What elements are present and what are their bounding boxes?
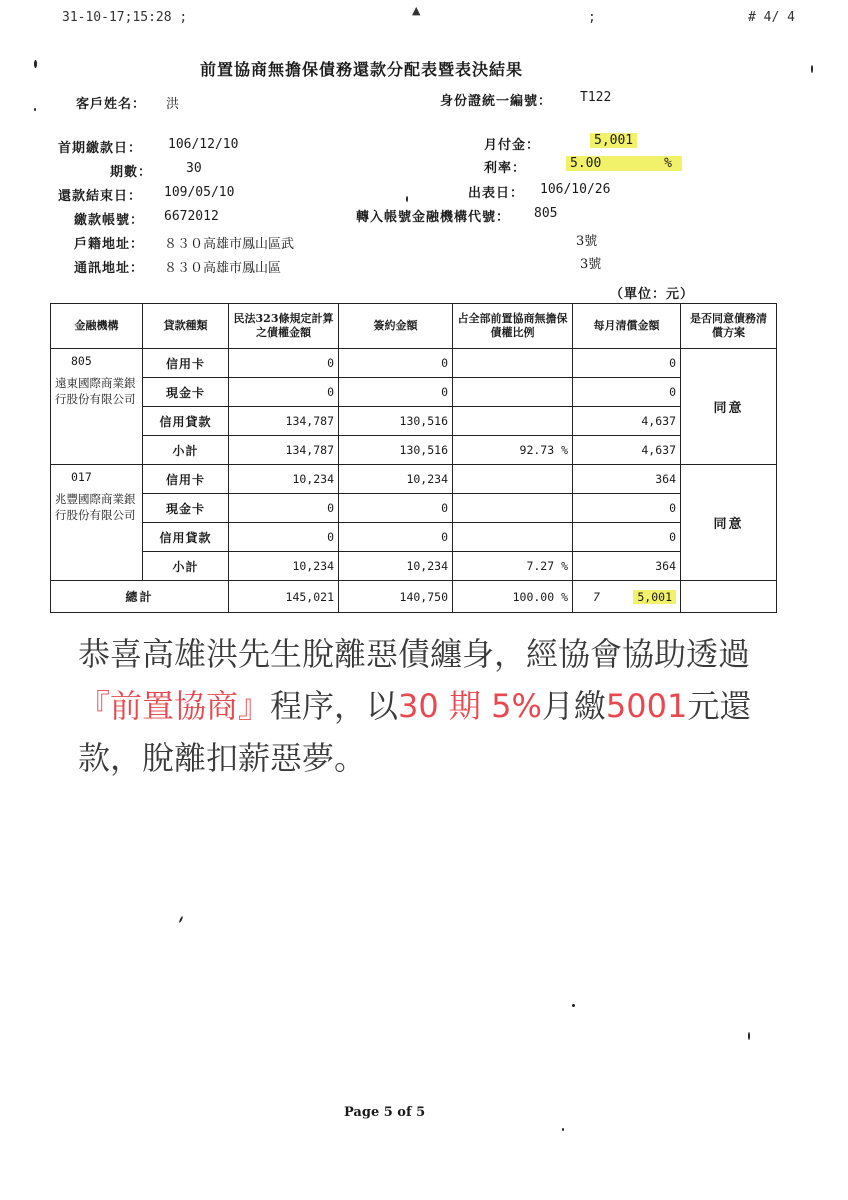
table-row-subtotal (51, 436, 777, 465)
header-agree: 是否同意債務清償方案 (681, 304, 777, 349)
total-signed-amount: 140,750 (339, 581, 453, 613)
loan-type: 小計 (143, 436, 229, 465)
repayment-end-value: 109/05/10 (164, 185, 235, 200)
table-row (51, 349, 777, 378)
monthly-amount: 4,637 (573, 436, 681, 465)
monthly-payment-label: 月付金： (484, 138, 541, 153)
ratio: 92.73 % (453, 436, 573, 465)
monthly-amount: 0 (573, 523, 681, 552)
monthly-amount: 364 (573, 552, 681, 581)
ratio (453, 465, 573, 494)
total-monthly-cell (573, 581, 681, 613)
scan-speck (406, 196, 408, 202)
header-ratio: 占全部前置協商無擔保債權比例 (453, 304, 573, 349)
bank-cell (51, 465, 143, 581)
ratio (453, 378, 573, 407)
note-text-1: 恭喜高雄洪先生脫離惡債纏身，經協會協助透過 (78, 635, 751, 673)
civil-amount: 134,787 (229, 436, 339, 465)
note-highlight-procedure: 『前置協商』 (78, 687, 271, 725)
table-header-row (51, 304, 777, 349)
handwritten-mark: 7 (593, 589, 600, 604)
table-row (51, 465, 777, 494)
scan-speck (572, 1004, 575, 1007)
signed-amount: 130,516 (339, 407, 453, 436)
first-payment-value: 106/12/10 (168, 137, 239, 152)
table-row (51, 523, 777, 552)
table-row (51, 407, 777, 436)
scan-speck (562, 1128, 564, 1131)
ratio (453, 349, 573, 378)
document-title: 前置協商無擔保債務還款分配表暨表決結果 (200, 60, 524, 79)
monthly-amount: 0 (573, 349, 681, 378)
header-signed-amount: 簽約金額 (339, 304, 453, 349)
civil-amount: 10,234 (229, 552, 339, 581)
bank-code: 805 (71, 354, 92, 368)
fax-mark-icon: ▲ (412, 4, 421, 17)
periods-value: 30 (186, 161, 202, 176)
signed-amount: 0 (339, 349, 453, 378)
issue-date-value: 106/10/26 (540, 182, 611, 197)
payment-account-label: 繳款帳號： (74, 213, 145, 228)
table-row-total (51, 581, 777, 613)
civil-amount: 134,787 (229, 407, 339, 436)
agree-status: 同意 (681, 349, 777, 465)
scan-speck (179, 916, 184, 923)
interest-rate-label: 利率： (484, 161, 527, 176)
page-number: Page 5 of 5 (344, 1105, 426, 1120)
signed-amount: 0 (339, 494, 453, 523)
fax-timestamp: 31-10-17;15:28 ; (62, 10, 188, 25)
allocation-table (50, 303, 777, 613)
signed-amount: 10,234 (339, 552, 453, 581)
household-address-value: ８３０高雄市鳳山區武 (164, 237, 295, 252)
civil-amount: 0 (229, 523, 339, 552)
id-number-label: 身份證統一編號： (440, 94, 553, 109)
ratio: 7.27 % (453, 552, 573, 581)
monthly-payment-value: 5,001 (590, 133, 637, 148)
mailing-address-label: 通訊地址： (74, 261, 145, 276)
note-highlight-terms: 30 期 5% (398, 687, 542, 725)
table-row (51, 378, 777, 407)
customer-name-value: 洪 (166, 97, 180, 112)
fax-separator: ; (588, 10, 596, 25)
total-civil-amount: 145,021 (229, 581, 339, 613)
id-number-value: T122 (580, 90, 612, 105)
bank-cell (51, 349, 143, 465)
signed-amount: 0 (339, 523, 453, 552)
issue-date-label: 出表日： (468, 186, 525, 201)
loan-type: 信用貸款 (143, 407, 229, 436)
payment-account-value: 6672012 (164, 209, 219, 224)
household-address-suffix: 3號 (576, 234, 598, 249)
loan-type: 信用貸款 (143, 523, 229, 552)
bank-code: 017 (71, 470, 92, 484)
table-row-subtotal (51, 552, 777, 581)
periods-label: 期數： (110, 165, 153, 180)
monthly-amount: 0 (573, 494, 681, 523)
civil-amount: 0 (229, 378, 339, 407)
scan-speck (748, 1032, 750, 1040)
table-row (51, 494, 777, 523)
header-monthly-payment: 每月清償金額 (573, 304, 681, 349)
agree-status: 同意 (681, 465, 777, 581)
signed-amount: 0 (339, 378, 453, 407)
scan-speck (811, 65, 813, 73)
note-text-3: 月繳 (541, 687, 606, 725)
scan-speck (34, 108, 36, 111)
interest-rate-value: 5.00 % (566, 156, 682, 171)
customer-name-label: 客戶姓名： (76, 97, 147, 112)
note-text-2: 程序，以 (270, 687, 399, 725)
repayment-end-label: 還款結束日： (58, 189, 143, 204)
loan-type: 信用卡 (143, 465, 229, 494)
loan-type: 小計 (143, 552, 229, 581)
ratio (453, 523, 573, 552)
civil-amount: 0 (229, 349, 339, 378)
transfer-bank-code-label: 轉入帳號金融機構代號： (356, 210, 511, 225)
total-ratio: 100.00 % (453, 581, 573, 613)
mailing-address-suffix: 3號 (580, 257, 602, 272)
header-civil-law-amount: 民法323條規定計算之債權金額 (229, 304, 339, 349)
scan-speck (34, 60, 37, 68)
monthly-amount: 4,637 (573, 407, 681, 436)
civil-amount: 0 (229, 494, 339, 523)
monthly-amount: 0 (573, 378, 681, 407)
household-address-label: 戶籍地址： (74, 237, 145, 252)
success-note (78, 628, 798, 784)
bank-name: 兆豐國際商業銀行股份有限公司 (55, 492, 136, 522)
total-monthly-amount: 5,001 (633, 590, 676, 604)
fax-page-count: # 4/ 4 (748, 10, 795, 25)
loan-type: 現金卡 (143, 494, 229, 523)
header-institution: 金融機構 (51, 304, 143, 349)
monthly-amount: 364 (573, 465, 681, 494)
header-loan-type: 貸款種類 (143, 304, 229, 349)
loan-type: 信用卡 (143, 349, 229, 378)
transfer-bank-code-value: 805 (534, 206, 558, 221)
total-label: 總計 (51, 581, 229, 613)
first-payment-label: 首期繳款日： (58, 141, 143, 156)
signed-amount: 130,516 (339, 436, 453, 465)
ratio (453, 407, 573, 436)
signed-amount: 10,234 (339, 465, 453, 494)
total-agree-empty (681, 581, 777, 613)
mailing-address-value: ８３０高雄市鳳山區 (164, 261, 282, 276)
ratio (453, 494, 573, 523)
unit-note: （單位：元） (610, 287, 695, 302)
note-text-4: 元還款，脫離扣薪惡夢。 (78, 687, 752, 777)
loan-type: 現金卡 (143, 378, 229, 407)
civil-amount: 10,234 (229, 465, 339, 494)
bank-name: 遠東國際商業銀行股份有限公司 (55, 376, 136, 406)
note-highlight-amount: 5001 (605, 687, 688, 725)
